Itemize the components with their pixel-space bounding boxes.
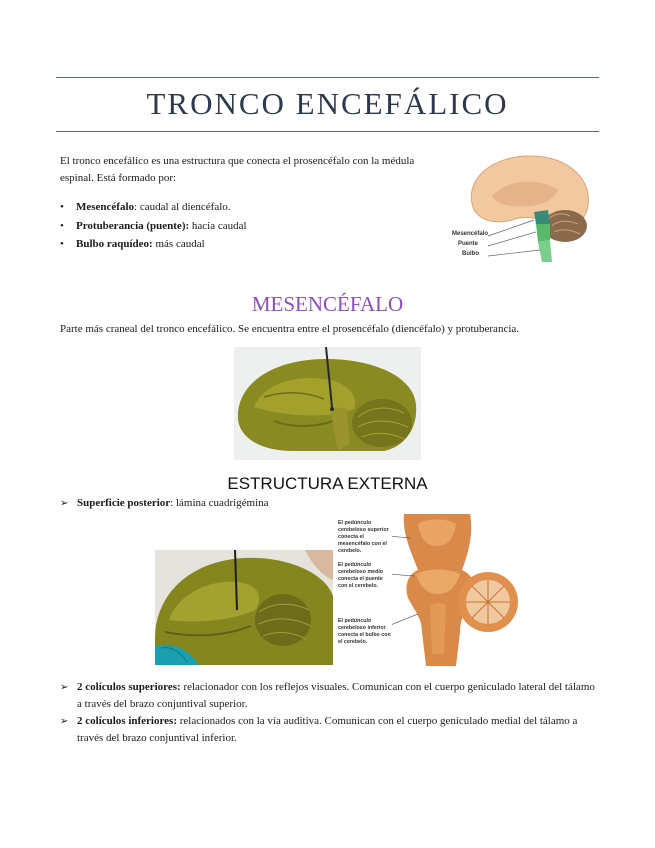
cerebellar-peduncles-diagram (338, 514, 518, 666)
list-item: ➢ Superficie posterior: lámina cuadrigémina (60, 495, 320, 512)
diagram-label: Puente (458, 241, 479, 247)
top-rule (56, 77, 599, 78)
arrow-bullet-icon: ➢ (60, 716, 69, 727)
parts-list (60, 198, 247, 254)
intro-paragraph: El tronco encefálico es una estructura que conecta el prosencéfalo con la médula espinal. Está formado por: (60, 155, 415, 184)
title-underline (56, 131, 599, 132)
brain-specimen-photo (234, 347, 421, 460)
section-heading-estructura-externa: ESTRUCTURA EXTERNA (227, 474, 428, 493)
list-item: ➢ 2 colículos inferiores: relacionados con la vía auditiva. Comunican con el cuerpo geniculado medial del tálamo a través del brazo conjuntival inferior. (60, 715, 578, 744)
list-item: • Mesencéfalo: caudal al diencéfalo. (60, 201, 231, 213)
list-item: • Protuberancia (puente): hacia caudal (60, 219, 247, 232)
diagram-label: El pedúnculo cerebeloso superior conecta el mesencéfalo con el cerebelo. (338, 520, 392, 555)
diagram-label: El pedúnculo cerebeloso medio conecta el puente con el cerebelo. (338, 562, 392, 590)
dissection-photo (155, 550, 333, 665)
arrow-bullet-icon: ➢ (60, 498, 69, 509)
list-item: • Bulbo raquídeo: más caudal (60, 238, 205, 250)
brainstem-diagram (452, 150, 598, 268)
list-item: ➢ 2 colículos superiores: relacionador con los reflejos visuales. Comunican con el cuerpo geniculado lateral del tálamo a través del brazo conjuntival superior. (60, 681, 595, 710)
page-title: TRONCO ENCEFÁLICO (146, 86, 509, 121)
section-heading-mesencefalo: MESENCÉFALO (251, 292, 404, 316)
diagram-label: Mesencéfalo (452, 231, 489, 237)
diagram-label: Bulbo (462, 251, 479, 257)
section-paragraph: Parte más craneal del tronco encefálico. Se encuentra entre el prosencéfalo (diencéfalo) y protuberancia. (60, 323, 520, 335)
arrow-bullet-icon: ➢ (60, 682, 69, 693)
diagram-label: El pedúnculo cerebeloso inferior conecta el bulbo con el cerebelo. (338, 618, 391, 645)
